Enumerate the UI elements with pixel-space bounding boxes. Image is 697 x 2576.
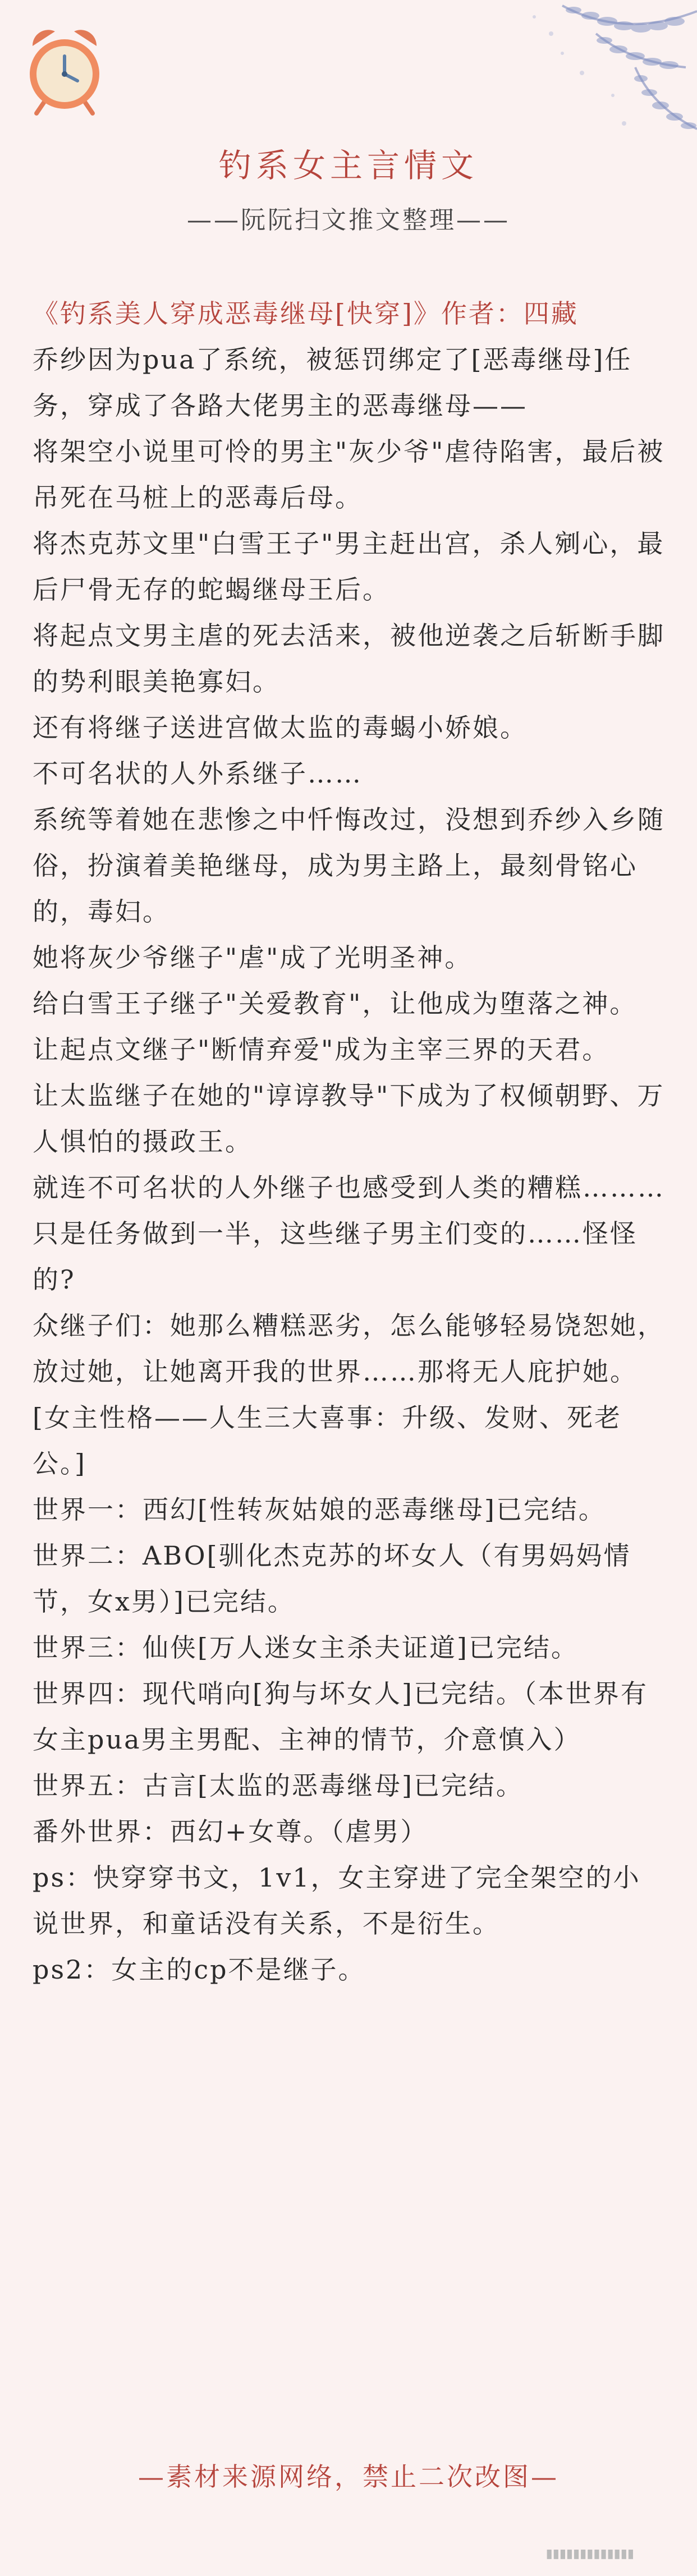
paragraph: 众继子们：她那么糟糕恶劣，怎么能够轻易饶恕她，放过她，让她离开我的世界……那将无人庇护她。 — [33, 1310, 665, 1387]
paragraph: 还有将继子送进宫做太监的毒蝎小娇娘。 — [33, 712, 528, 743]
paragraph: 世界三：仙侠[万人迷女主杀夫证道]已完结。 — [33, 1632, 579, 1663]
paragraph: 让起点文继子"断情弃爱"成为主宰三界的天君。 — [33, 1034, 610, 1065]
paragraph: 世界五：古言[太监的恶毒继母]已完结。 — [33, 1770, 524, 1801]
alarm-clock-icon — [22, 22, 107, 118]
book-title-line: 《钓系美人穿成恶毒继母[快穿]》作者：四藏 — [33, 298, 579, 329]
footer-notice: —素材来源网络，禁止二次改图— — [138, 2462, 559, 2492]
paragraph: ps2：女主的cp不是继子。 — [33, 1954, 366, 1985]
article-body — [33, 291, 667, 1993]
paragraph: ps：快穿穿书文，1v1，女主穿进了完全架空的小说世界，和童话没有关系，不是衍生。 — [33, 1862, 641, 1939]
paragraph: 将杰克苏文里"白雪王子"男主赶出宫，杀人剜心，最后尸骨无存的蛇蝎继母王后。 — [33, 528, 665, 605]
paragraph: 让太监继子在她的"谆谆教导"下成为了权倾朝野、万人惧怕的摄政王。 — [33, 1080, 665, 1157]
paragraph: 不可名状的人外系继子…… — [33, 758, 363, 789]
watermark: ▮▮▮▮▮▮▮▮▮▮▮▮▮ — [545, 2547, 634, 2561]
paragraph: 只是任务做到一半，这些继子男主们变的……怪怪的? — [33, 1218, 638, 1295]
paragraph: 将架空小说里可怜的男主"灰少爷"虐待陷害，最后被吊死在马桩上的恶毒后母。 — [33, 436, 665, 513]
paragraph: 番外世界：西幻+女尊。（虐男） — [33, 1816, 428, 1847]
paragraph: 乔纱因为pua了系统，被惩罚绑定了[恶毒继母]任务，穿成了各路大佬男主的恶毒继母—— — [33, 344, 632, 421]
fern-leaves-decoration — [383, 0, 697, 146]
paragraph: 就连不可名状的人外继子也感受到人类的糟糕……… — [33, 1172, 665, 1203]
paragraph: 世界二：ABO[驯化杰克苏的坏女人（有男妈妈情节，女x男）]已完结。 — [33, 1540, 631, 1617]
paragraph: [女主性格——人生三大喜事：升级、发财、死老公。] — [33, 1402, 622, 1479]
paragraph: 系统等着她在悲惨之中忏悔改过，没想到乔纱入乡随俗，扮演着美艳继母，成为男主路上，最刻骨铭心的，毒妇。 — [33, 804, 665, 927]
header — [0, 143, 697, 237]
paragraph: 她将灰少爷继子"虐"成了光明圣神。 — [33, 942, 473, 973]
paragraph: 给白雪王子继子"关爱教育"，让他成为堕落之神。 — [33, 988, 638, 1019]
page-subtitle: ——阮阮扫文推文整理—— — [187, 206, 510, 234]
paragraph: 世界四：现代哨向[狗与坏女人]已完结。（本世界有女主pua男主男配、主神的情节，介意慎入） — [33, 1678, 648, 1755]
page-title: 钓系女主言情文 — [218, 146, 478, 185]
paragraph: 世界一：西幻[性转灰姑娘的恶毒继母]已完结。 — [33, 1494, 606, 1525]
paragraph: 将起点文男主虐的死去活来，被他逆袭之后斩断手脚的势利眼美艳寡妇。 — [33, 620, 665, 697]
